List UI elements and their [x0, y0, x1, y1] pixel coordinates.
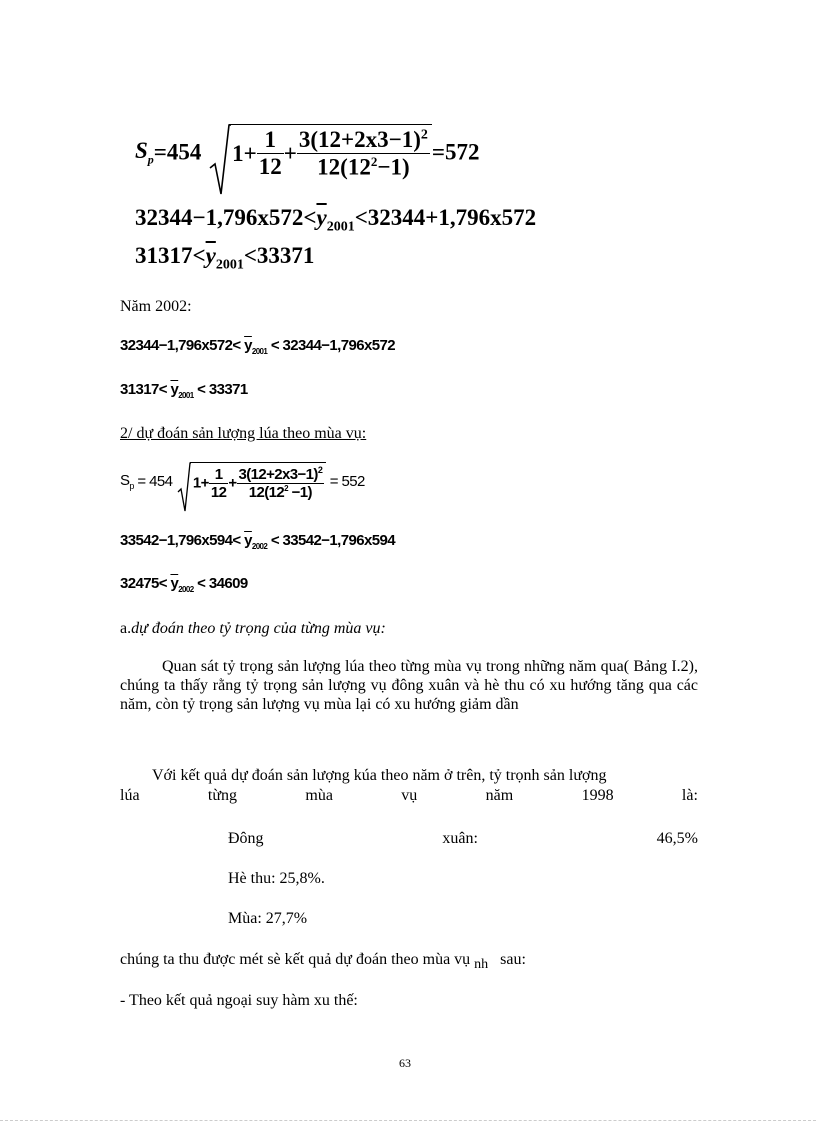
inequality-2001-range: $32344-1,796x572<\overline{y}_{2001}<32344+1,796x572$: [135, 205, 537, 235]
inequality-2002-range-b: $33542-1,796x594< \overline{y}_{2002} < 33542-1,796x594$: [120, 532, 395, 551]
section-heading: [120, 425, 366, 443]
fraction-1-12: $\frac{1}{12}$: [258, 127, 282, 180]
paragraph-observation: Quan sát tỷ trọng sản lượng lúa theo từng mùa vụ trong những năm qua( Bảng I.2), chúng ta thấy rằng tỷ trọng sản lượng vụ đông xuân và hè thu có xu hướng tăng qua các năm, còn tỷ trọng sản lượng vụ mùa lại có xu hướng giảm dần: [120, 658, 698, 713]
paragraph-forecast-line1: Với kết quả dự đoán sản lượng kúa theo năm ở trên, tỷ trọnh sản lượng: [152, 767, 607, 784]
bullet-trend-extrapolation: - Theo kết quả ngoại suy hàm xu thế:: [120, 992, 358, 1009]
inequality-2002-result-a: $31317< \overline{y}_{2001} < 33371$: [120, 381, 248, 400]
fraction-variance: $\frac{3(12+2x3-1)^2}{12(12^2-1)}$: [298, 127, 428, 180]
equation-sp-552: $S_p = 454$ 1+ $\frac{1}{12}$ + $\frac{3(12+2x3-1)^2}{12(12^2 -1)}$ = 552: [120, 462, 365, 501]
season-mua: Mùa: 27,7%: [228, 910, 308, 927]
inequality-2001-result: $31317<\overline{y}_{2001}<33371$: [135, 243, 315, 273]
square-root: 1+ $\frac{1}{12}$ + $\frac{3(12+2x3-1)^2}{12(12^2-1)}$: [229, 124, 432, 181]
sp-symbol-2: $S_p$: [120, 472, 134, 491]
result-552: = 552: [326, 473, 365, 490]
radical-sign-icon: [177, 462, 191, 512]
page-number: 63: [399, 1056, 411, 1070]
coefficient: =454: [153, 139, 202, 165]
paragraph-forecast-line2: lúa từng mùa vụ năm 1998 là:: [120, 787, 698, 804]
year-label: Năm 2002:: [120, 298, 192, 315]
conclusion-line: chúng ta thu được mét sè kết quả dự đoán theo mùa vụ $_{nh}$ sau:: [120, 951, 526, 973]
sp-symbol: $S_p$: [135, 137, 154, 167]
fraction-variance-b: $\frac{3(12+2x3-1)^2}{12(12^2 -1)}$: [238, 465, 323, 501]
equation-sp-572: [135, 124, 480, 194]
season-he-thu: Hè thu: 25,8%.: [228, 870, 325, 887]
result-572: =572: [431, 139, 480, 165]
fraction-1-12-b: $\frac{1}{12}$: [210, 465, 227, 501]
radical-sign-icon: [209, 124, 231, 196]
section-heading-text: 2/ dự đoán sản lượng lúa theo mùa vụ:: [120, 425, 367, 442]
season-dong-xuan: Đông xuân: 46,5%: [228, 830, 698, 847]
inequality-2002-result-b: $32475< \overline{y}_{2002} < 34609$: [120, 575, 248, 594]
square-root-2: 1+ $\frac{1}{12}$ + $\frac{3(12+2x3-1)^2}{12(12^2 -1)}$: [190, 462, 326, 501]
subsection-a-heading: a.dự đoán theo tỷ trọng của từng mùa vụ:: [120, 620, 386, 637]
page-bottom-divider: [0, 1120, 816, 1121]
inequality-2002-range-a: $32344-1,796x572< \overline{y}_{2001} < 32344-1,796x572$: [120, 337, 395, 356]
